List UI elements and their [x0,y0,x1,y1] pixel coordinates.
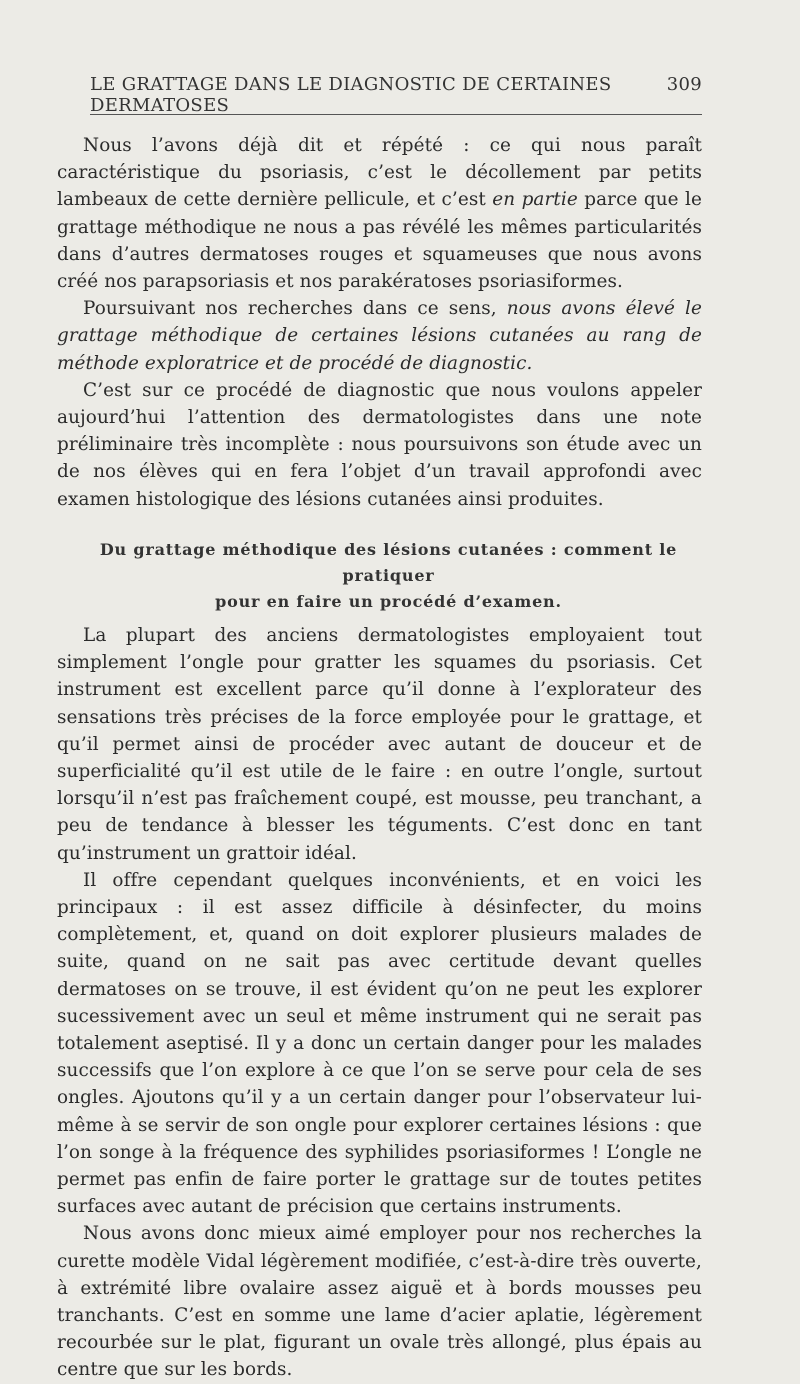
paragraph: Nous avons donc mieux aimé employer pour nos recherches la curette modèle Vidal légèrement modifiée, c’est-à-dire très ouverte, à extrémité libre ovalaire assez aiguë et à bords mousses peu tranchants. C’est en somme une lame d’acier aplatie, légèrement recourbée sur le plat, figurant un ovale très allongé, plus épais au centre que sur les bords. [57,1223,702,1381]
section-title [57,537,720,615]
page-number: 309 [666,74,702,95]
text-block-top [57,132,702,513]
paragraph-text: Nous l’avons déjà dit et répété : ce qui nous paraît caractéristique du psoriasis, c’est le décollement par petits lambeaux de cette dernière pellicule, et c’est [57,135,702,211]
running-title: LE GRATTAGE DANS LE DIAGNOSTIC DE CERTAINES DERMATOSES [90,74,612,116]
paragraph [57,132,702,295]
section-title-line-2: pour en faire un procédé d’examen. [215,592,562,611]
emphasized-text: nous avons élevé le grattage méthodique de certaines lésions cutanées au rang de méthode exploratrice et de procédé de diagnostic. [57,298,702,374]
running-header [90,74,702,116]
paragraph [57,295,702,377]
paragraph: C’est sur ce procédé de diagnostic que nous voulons appeler aujourd’hui l’attention des dermatologistes dans une note préliminaire très incomplète : nous poursuivons son étude avec un de nos élèves qui en fera l’objet d’un travail approfondi avec examen histologique des lésions cutanées ainsi produites. [57,379,702,510]
paragraph-text: Poursuivant nos recherches dans ce sens, [83,298,507,320]
paragraph-text: parce que le grattage méthodique ne nous a pas révélé les mêmes particularités dans d’autres dermatoses rouges et squameuses que nous avons créé nos parapsoriasis et nos parakératoses psoriasiformes. [57,189,702,293]
paragraph: La plupart des anciens dermatologistes employaient tout simplement l’ongle pour gratter les squames du psoriasis. Cet instrument est excellent parce qu’il donne à l’explorateur des sensations très précises de la force employée pour le grattage, et qu’il permet ainsi de procéder avec autant de douceur et de superficialité qu’il est utile de le faire : en outre l’ongle, surtout lorsqu’il n’est pas fraîchement coupé, est mousse, peu tranchant, a peu de tendance à blesser les téguments. C’est donc en tant qu’instrument un grattoir idéal. [57,625,702,864]
text-block-bottom [57,622,702,1384]
paragraph: Il offre cependant quelques inconvénients, et en voici les principaux : il est assez difficile à désinfecter, du moins complètement, et, quand on doit explorer plusieurs malades de suite, quand on ne sait pas avec certitude devant quelles dermatoses on se trouve, il est évident qu’on ne peut les explorer sucessivement avec un seul et même instrument qui ne serait pas totalement aseptisé. Il y a donc un certain danger pour les malades successifs que l’on explore à ce que l’on se serve pour cela de ses ongles. Ajoutons qu’il y a un certain danger pour l’observateur lui-même à se servir de son ongle pour explorer certaines lésions : que l’on songe à la fréquence des syphilides psoriasiformes ! L’ongle ne permet pas enfin de faire porter le grattage sur de toutes petites surfaces avec autant de précision que certains instruments. [57,869,702,1218]
emphasized-text: en partie [492,189,578,211]
section-title-line-1: Du grattage méthodique des lésions cutanées : comment le pratiquer [99,540,678,585]
header-rule [90,114,702,115]
